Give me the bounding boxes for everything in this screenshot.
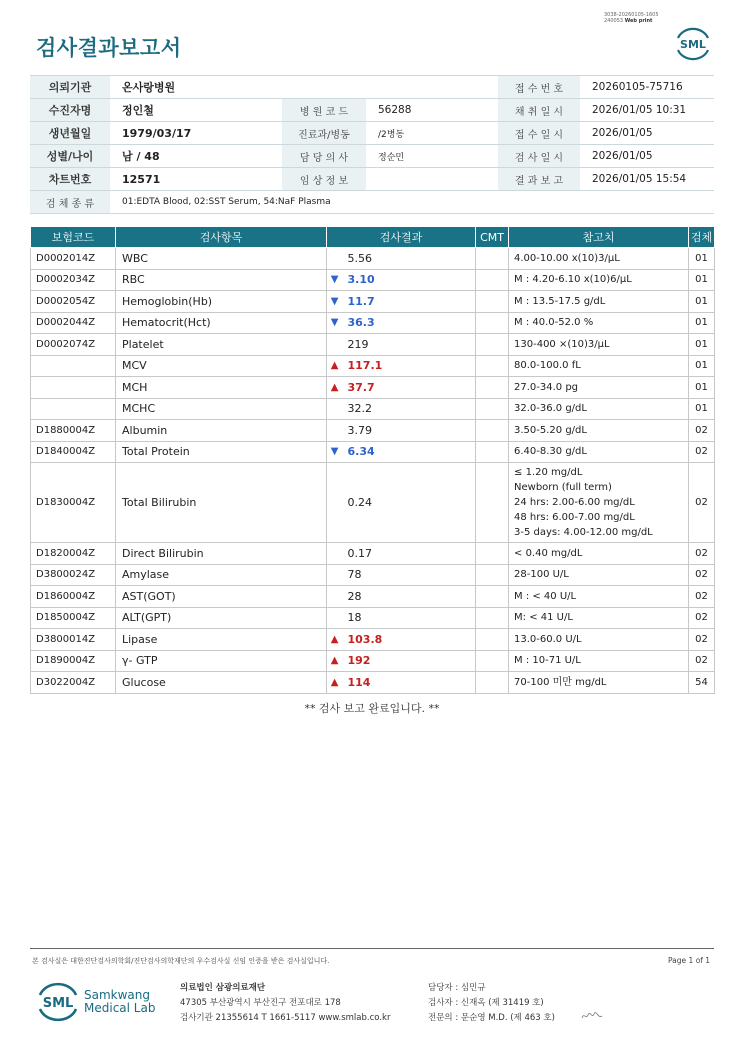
result-value-cell: 219 (343, 334, 476, 356)
table-row (31, 463, 715, 543)
clinical-label: 임 상 정 보 (282, 168, 366, 191)
test-name-cell: Total Protein (116, 441, 327, 463)
print-code (604, 12, 659, 24)
reference-range-cell (509, 586, 689, 608)
header-ref: 참고치 (509, 227, 689, 248)
reference-line: M : < 40 U/L (514, 590, 577, 602)
table-row (31, 543, 715, 565)
flag-cell (327, 420, 343, 442)
specimen-cell: 01 (689, 248, 715, 270)
reference-line: 48 hrs: 6.00-7.00 mg/dL (514, 512, 635, 523)
specimen-cell: 01 (689, 398, 715, 420)
specimen-cell: 02 (689, 441, 715, 463)
reference-range-cell (509, 543, 689, 565)
header-name: 검사항목 (116, 227, 327, 248)
reference-range-cell (509, 650, 689, 672)
result-value-cell: 3.79 (343, 420, 476, 442)
page-title: 검사결과보고서 (36, 36, 182, 60)
table-row (31, 269, 715, 291)
reference-line: < 0.40 mg/dL (514, 547, 583, 559)
staff-info (428, 981, 555, 1026)
reference-range-cell (509, 463, 689, 543)
patient-info-table (30, 75, 714, 214)
table-row (31, 377, 715, 399)
flag-cell (327, 398, 343, 420)
reference-range-cell (509, 398, 689, 420)
reference-line: 3-5 days: 4.00-12.00 mg/dL (514, 527, 653, 538)
cmt-cell (476, 543, 509, 565)
result-value-cell: 11.7 (343, 291, 476, 313)
test-name-cell: Total Bilirubin (116, 463, 327, 543)
reference-range-cell (509, 291, 689, 313)
table-row (31, 629, 715, 651)
test-name-cell: ALT(GPT) (116, 607, 327, 629)
patient-label: 수진자명 (30, 99, 110, 122)
chart-label: 차트번호 (30, 168, 110, 191)
result-value-cell: 78 (343, 564, 476, 586)
specimen-cell: 02 (689, 586, 715, 608)
info-row (30, 122, 714, 145)
reference-line: M : 13.5-17.5 g/dL (514, 295, 606, 307)
test-name-cell: Albumin (116, 420, 327, 442)
reference-line: Newborn (full term) (514, 482, 612, 493)
specimen-cell: 01 (689, 377, 715, 399)
receipt-no-value: 20260105-75716 (580, 76, 714, 99)
received-value: 2026/01/05 (580, 122, 714, 145)
specimen-cell: 02 (689, 543, 715, 565)
svg-text:SML: SML (680, 38, 706, 51)
clinical-value (366, 168, 498, 191)
result-value-cell: 6.34 (343, 441, 476, 463)
cmt-cell (476, 607, 509, 629)
cmt-cell (476, 312, 509, 334)
results-body (31, 248, 715, 694)
test-name-cell: MCV (116, 355, 327, 377)
collected-label: 채 취 일 시 (498, 99, 580, 122)
info-row (30, 145, 714, 168)
reference-line: ≤ 1.20 mg/dL (514, 467, 583, 478)
sml-logo-icon (674, 26, 712, 62)
specimen-cell: 01 (689, 269, 715, 291)
doctor-label: 담 당 의 사 (282, 145, 366, 168)
header-value: 검사결과 (327, 227, 476, 248)
cmt-cell (476, 672, 509, 694)
insurance-code-cell: D1880004Z (31, 420, 116, 442)
insurance-code-cell: D0002044Z (31, 312, 116, 334)
table-row (31, 312, 715, 334)
test-name-cell: AST(GOT) (116, 586, 327, 608)
flag-cell (327, 543, 343, 565)
reference-line: 3.50-5.20 g/dL (514, 424, 587, 436)
insurance-code-cell: D0002054Z (31, 291, 116, 313)
org-address: 47305 부산광역시 부산진구 전포대로 178 (180, 998, 341, 1008)
high-flag-icon: ▲ (327, 650, 343, 672)
result-value-cell: 117.1 (343, 355, 476, 377)
sex-age-label: 성별/나이 (30, 145, 110, 168)
table-row (31, 248, 715, 270)
reference-line: 13.0-60.0 U/L (514, 633, 582, 645)
reference-line: M : 40.0-52.0 % (514, 317, 594, 329)
reference-range-cell (509, 377, 689, 399)
reference-line: M: < 41 U/L (514, 612, 573, 624)
reference-line: 4.00-10.00 x(10)3/µL (514, 252, 620, 264)
reference-range-cell (509, 248, 689, 270)
specimen-cell: 01 (689, 291, 715, 313)
reported-value: 2026/01/05 15:54 (580, 168, 714, 191)
org-info (180, 981, 390, 1026)
sex-age-value: 남 / 48 (110, 145, 282, 168)
brand-line2: Medical Lab (84, 1001, 156, 1015)
reference-line: 130-400 ×(10)3/µL (514, 338, 610, 350)
cmt-cell (476, 355, 509, 377)
print-code-line1: 3038-20260105-1605 (604, 12, 659, 18)
brand-name (84, 989, 155, 1015)
cmt-cell (476, 629, 509, 651)
hospital-code-value: 56288 (366, 99, 498, 122)
svg-text:SML: SML (42, 996, 74, 1011)
insurance-code-cell: D1850004Z (31, 607, 116, 629)
reference-range-cell (509, 420, 689, 442)
signature-icon (580, 1010, 604, 1022)
cmt-cell (476, 269, 509, 291)
result-value-cell: 32.2 (343, 398, 476, 420)
table-row (31, 420, 715, 442)
dob-label: 생년월일 (30, 122, 110, 145)
test-name-cell: RBC (116, 269, 327, 291)
received-label: 접 수 일 시 (498, 122, 580, 145)
specimen-label: 검 체 종 류 (30, 191, 110, 214)
reference-range-cell (509, 441, 689, 463)
reference-line: M : 4.20-6.10 x(10)6/µL (514, 274, 632, 286)
cmt-cell (476, 248, 509, 270)
table-row (31, 355, 715, 377)
reference-range-cell (509, 672, 689, 694)
specimen-cell: 54 (689, 672, 715, 694)
result-value-cell: 0.17 (343, 543, 476, 565)
staff-tester: 검사자 : 신재옥 (제 31419 호) (428, 998, 544, 1008)
table-row (31, 564, 715, 586)
print-code-line2: 240053 Web print (604, 18, 653, 24)
patient-value: 정인철 (110, 99, 282, 122)
test-name-cell: MCHC (116, 398, 327, 420)
cmt-cell (476, 463, 509, 543)
table-row (31, 291, 715, 313)
test-name-cell: Hematocrit(Hct) (116, 312, 327, 334)
cmt-cell (476, 586, 509, 608)
insurance-code-cell: D1860004Z (31, 586, 116, 608)
test-name-cell: Platelet (116, 334, 327, 356)
cmt-cell (476, 398, 509, 420)
reference-range-cell (509, 355, 689, 377)
chart-value: 12571 (110, 168, 282, 191)
insurance-code-cell: D1890004Z (31, 650, 116, 672)
collected-value: 2026/01/05 10:31 (580, 99, 714, 122)
specimen-cell: 01 (689, 355, 715, 377)
insurance-code-cell: D3800024Z (31, 564, 116, 586)
specimen-cell: 01 (689, 334, 715, 356)
header-code: 보험코드 (31, 227, 116, 248)
certification-note: 본 검사실은 대한진단검사의학회/진단검사의학재단의 우수검사실 신임 인증을 받은 검사실입니다. (32, 957, 330, 965)
flag-cell (327, 564, 343, 586)
page-number: Page 1 of 1 (668, 956, 711, 965)
info-row (30, 191, 714, 214)
test-name-cell: MCH (116, 377, 327, 399)
reference-line: 70-100 미만 mg/dL (514, 676, 607, 688)
hospital-code-label: 병 원 코 드 (282, 99, 366, 122)
table-row (31, 441, 715, 463)
specimen-cell: 02 (689, 650, 715, 672)
test-name-cell: Amylase (116, 564, 327, 586)
cmt-cell (476, 377, 509, 399)
insurance-code-cell: D1820004Z (31, 543, 116, 565)
specimen-cell: 02 (689, 420, 715, 442)
result-value-cell: 37.7 (343, 377, 476, 399)
flag-cell (327, 586, 343, 608)
cmt-cell (476, 650, 509, 672)
tested-value: 2026/01/05 (580, 145, 714, 168)
flag-cell (327, 607, 343, 629)
results-table (30, 226, 715, 694)
request-org-value: 온사랑병원 (110, 76, 498, 99)
test-name-cell: Hemoglobin(Hb) (116, 291, 327, 313)
dob-value: 1979/03/17 (110, 122, 282, 145)
high-flag-icon: ▲ (327, 355, 343, 377)
result-value-cell: 3.10 (343, 269, 476, 291)
test-name-cell: Lipase (116, 629, 327, 651)
reference-range-cell (509, 564, 689, 586)
low-flag-icon: ▼ (327, 441, 343, 463)
staff-owner: 담당자 : 심민규 (428, 983, 486, 993)
table-row (31, 398, 715, 420)
test-name-cell: Direct Bilirubin (116, 543, 327, 565)
insurance-code-cell: D3800014Z (31, 629, 116, 651)
flag-cell (327, 334, 343, 356)
result-value-cell: 114 (343, 672, 476, 694)
org-contact: 검사기관 21355614 T 1661-5117 www.smlab.co.kr (180, 1013, 391, 1023)
info-row (30, 99, 714, 122)
result-value-cell: 103.8 (343, 629, 476, 651)
cmt-cell (476, 564, 509, 586)
reported-label: 결 과 보 고 (498, 168, 580, 191)
specimen-value: 01:EDTA Blood, 02:SST Serum, 54:NaF Plasma (110, 191, 714, 214)
test-name-cell: WBC (116, 248, 327, 270)
high-flag-icon: ▲ (327, 377, 343, 399)
insurance-code-cell: D0002074Z (31, 334, 116, 356)
cmt-cell (476, 420, 509, 442)
reference-line: 28-100 U/L (514, 569, 569, 581)
cmt-cell (476, 334, 509, 356)
info-row (30, 168, 714, 191)
table-row (31, 672, 715, 694)
result-value-cell: 0.24 (343, 463, 476, 543)
tested-label: 검 사 일 시 (498, 145, 580, 168)
specimen-cell: 02 (689, 607, 715, 629)
reference-line: 80.0-100.0 fL (514, 360, 581, 372)
result-value-cell: 36.3 (343, 312, 476, 334)
specimen-cell: 02 (689, 564, 715, 586)
insurance-code-cell (31, 398, 116, 420)
specimen-cell: 01 (689, 312, 715, 334)
table-row (31, 607, 715, 629)
reference-line: 6.40-8.30 g/dL (514, 446, 587, 458)
high-flag-icon: ▲ (327, 629, 343, 651)
test-name-cell: γ- GTP (116, 650, 327, 672)
reference-range-cell (509, 269, 689, 291)
reference-range-cell (509, 334, 689, 356)
staff-specialist: 전문의 : 문순영 M.D. (제 463 호) (428, 1013, 555, 1023)
result-value-cell: 28 (343, 586, 476, 608)
specimen-cell: 02 (689, 463, 715, 543)
high-flag-icon: ▲ (327, 672, 343, 694)
flag-cell (327, 248, 343, 270)
test-name-cell: Glucose (116, 672, 327, 694)
reference-range-cell (509, 607, 689, 629)
completion-message: ** 검사 보고 완료입니다. ** (304, 702, 440, 715)
cmt-cell (476, 291, 509, 313)
table-row (31, 586, 715, 608)
request-org-label: 의뢰기관 (30, 76, 110, 99)
reference-line: 24 hrs: 2.00-6.00 mg/dL (514, 497, 635, 508)
results-header-row (31, 227, 715, 248)
table-row (31, 334, 715, 356)
table-row (31, 650, 715, 672)
reference-range-cell (509, 629, 689, 651)
insurance-code-cell: D1840004Z (31, 441, 116, 463)
header-cmt: CMT (476, 227, 509, 248)
insurance-code-cell: D1830004Z (31, 463, 116, 543)
insurance-code-cell: D3022004Z (31, 672, 116, 694)
insurance-code-cell: D0002034Z (31, 269, 116, 291)
result-value-cell: 5.56 (343, 248, 476, 270)
reference-line: 27.0-34.0 pg (514, 381, 579, 393)
insurance-code-cell (31, 377, 116, 399)
org-name: 의료법인 삼광의료재단 (180, 983, 266, 993)
dept-label: 진료과/병동 (282, 122, 366, 145)
samkwang-logo-icon (36, 981, 80, 1023)
specimen-cell: 02 (689, 629, 715, 651)
reference-range-cell (509, 312, 689, 334)
receipt-no-label: 접 수 번 호 (498, 76, 580, 99)
cmt-cell (476, 441, 509, 463)
doctor-value: 정순민 (366, 145, 498, 168)
low-flag-icon: ▼ (327, 291, 343, 313)
dept-value: /2병동 (366, 122, 498, 145)
reference-line: M : 10-71 U/L (514, 655, 581, 667)
header-specimen: 검체 (689, 227, 715, 248)
result-value-cell: 18 (343, 607, 476, 629)
insurance-code-cell (31, 355, 116, 377)
footer-divider (30, 948, 714, 949)
flag-cell (327, 463, 343, 543)
info-row (30, 76, 714, 99)
low-flag-icon: ▼ (327, 312, 343, 334)
result-value-cell: 192 (343, 650, 476, 672)
reference-line: 32.0-36.0 g/dL (514, 403, 587, 415)
brand-line1: Samkwang (84, 988, 150, 1002)
insurance-code-cell: D0002014Z (31, 248, 116, 270)
low-flag-icon: ▼ (327, 269, 343, 291)
